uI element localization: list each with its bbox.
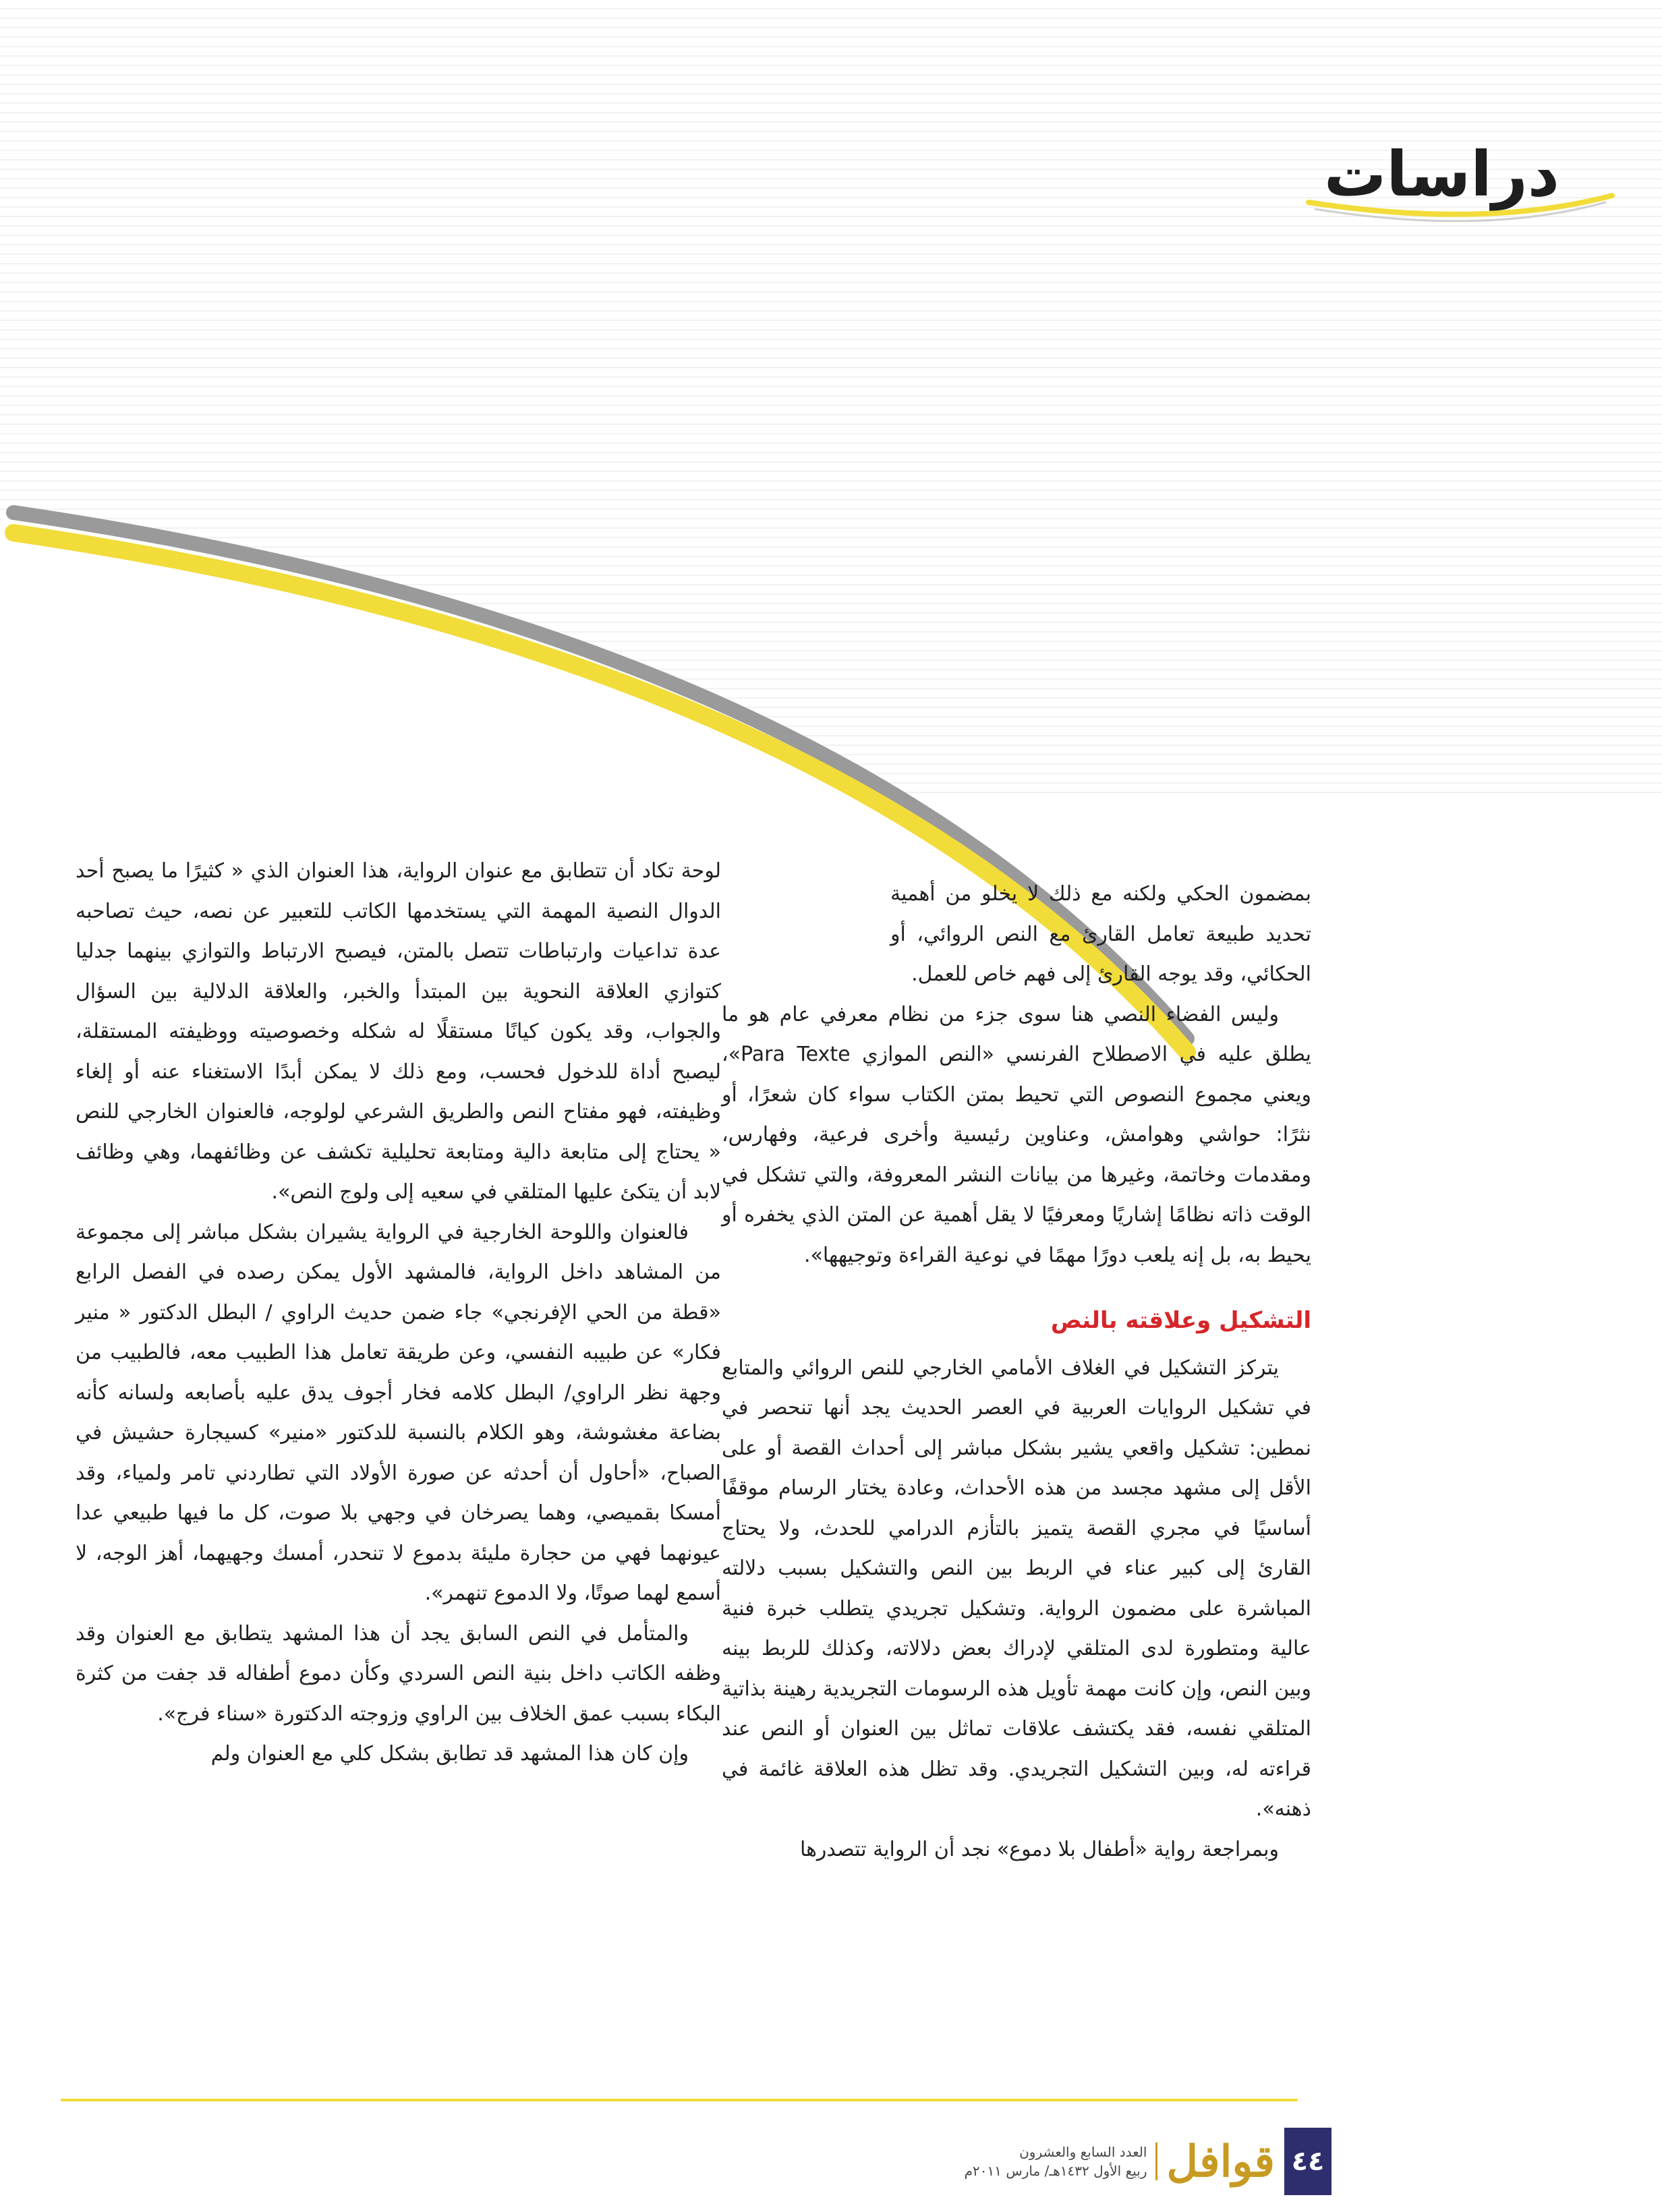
issue-info	[965, 2143, 1157, 2180]
page-number: ٤٤	[1284, 2128, 1331, 2195]
issue-date: ربيع الأول ١٤٣٢هـ/ مارس ٢٠١١م	[964, 2163, 1147, 2179]
magazine-logo: قوافل	[1166, 2136, 1275, 2187]
section-title: دراسات	[1323, 138, 1559, 210]
paragraph: والمتأمل في النص السابق يجد أن هذا المشهد يتطابق مع العنوان وقد وظفه الكاتب داخل بنية النص السردي وكأن دموع أطفاله قد جفت من كثرة البكاء بسبب عمق الخلاف بين الراوي وزوجته الدكتورة «سناء فرج».	[76, 1621, 721, 1726]
paragraph: يتركز التشكيل في الغلاف الأمامي الخارجي للنص الروائي والمتابع في تشكيل الروايات العربية في العصر الحديث يجد أنها تنحصر في نمطين: تشكيل واقعي يشير بشكل مباشر إلى أحداث القصة أو على الأقل إلى مشهد مجسد من هذه الأحداث، وعادة يختار الرسام موقفًا أساسيًا في مجري القصة يتميز بالتأزم الدرامي للحدث، ولا يحتاج القارئ إلى كبير عناء في الربط بين النص والتشكيل بسبب دلالته المباشرة على مضمون الرواية. وتشكيل تجريدي يتطلب خبرة فنية عالية ومتطورة لدى المتلقي لإدراك بعض دلالاته، وكذلك للربط بينه وبين النص، وإن كانت مهمة تأويل هذه الرسومات التجريدية رهينة بذاتية المتلقي نفسه، فقد يكتشف علاقات تماثل بين العنوان أو النص عند قراءته له، وبين التشكيل التجريدي. وقد تظل هذه العلاقة غائمة في ذهنه».	[722, 1356, 1311, 1821]
footer-rule	[61, 2099, 1298, 2101]
paragraph: وإن كان هذا المشهد قد تطابق بشكل كلي مع العنوان ولم	[210, 1742, 689, 1766]
paragraph: وبمراجعة رواية «أطفال بلا دموع» نجد أن الرواية تتصدرها	[799, 1837, 1279, 1861]
article-column-left	[76, 851, 721, 1774]
paragraph: لوحة تكاد أن تتطابق مع عنوان الرواية، هذا العنوان الذي « كثيرًا ما يصبح أحد الدوال النصية المهمة التي يستخدمها الكاتب للتعبير عن نصه، حيث تصاحبه عدة تداعيات وارتباطات تتصل بالمتن، فيصبح الارتباط والتوازي بينهما جدليا كتوازي العلاقة النحوية بين المبتدأ والخبر، والعلاقة الدلالية بين السؤال والجواب، وقد يكون كيانًا مستقلًا له شكله وخصوصيته ووظيفته المستقلة، ليصبح أداة للدخول فحسب، ومع ذلك لا يمكن أبدًا الاستغناء عنه أو إلغاء وظيفته، فهو مفتاح النص والطريق الشرعي لولوجه، فالعنوان الخارجي للنص « يحتاج إلى متابعة دالية ومتابعة تحليلية تكشف عن وظائفهما، وهي وظائف لابد أن يتكئ عليها المتلقي في سعيه إلى ولوج النص».	[76, 859, 721, 1204]
issue-number: العدد السابع والعشرون	[1019, 2144, 1147, 2160]
article-column-right	[722, 874, 1311, 1869]
subheading: التشكيل وعلاقته بالنص	[1050, 1307, 1311, 1334]
paragraph: فالعنوان واللوحة الخارجية في الرواية يشيران بشكل مباشر إلى مجموعة من المشاهد داخل الرواية، فالمشهد الأول يمكن رصده في الفصل الرابع «قطة من الحي الإفرنجي» جاء ضمن حديث الراوي / البطل الدكتور « منير فكار» عن طبيبه النفسي، وعن طريقة تعامل هذا الطبيب معه، فالطبيب من وجهة نظر الراوي/ البطل كلامه فخار أجوف يدق عليه بأصابعه ولسانه كأنه بضاعة مغشوشة، وهو الكلام بالنسبة للدكتور «منير» كسيجارة حشيش في الصباح، «أحاول أن أحدثه عن صورة الأولاد التي تطاردني تامر ولمياء، وقد أمسكا بقميصي، وهما يصرخان في وجهي بلا صوت، كل ما فيها طبيعي عدا عيونهما فهي من حجارة مليئة بدموع لا تنحدر، أمسك وجهيهما، أهز الوجه، لا أسمع لهما صوتًا، ولا الدموع تنهمر».	[76, 1220, 721, 1605]
page-footer	[965, 2124, 1331, 2199]
paragraph: بمضمون الحكي ولكنه مع ذلك لا يخلو من أهمية تحديد طبيعة تعامل القارئ مع النص الروائي، أو الحكائي، وقد يوجه القارئ إلى فهم خاص للعمل.	[890, 882, 1311, 986]
paragraph: وليس الفضاء النصي هنا سوى جزء من نظام معرفي عام هو ما يطلق عليه في الاصطلاح الفرنسي «النص الموازي Para Texte»، ويعني مجموع النصوص التي تحيط بمتن الكتاب سواء كان شعرًا، أو نثرًا: حواشي وهوامش، وعناوين رئيسية وأخرى فرعية، وفهارس، ومقدمات وخاتمة، وغيرها من بيانات النشر المعروفة، والتي تشكل في الوقت ذاته نظامًا إشاريًا ومعرفيًا لا يقل أهمية عن المتن الذي يخفره أو يحيط به، بل إنه يلعب دورًا مهمًا في نوعية القراءة وتوجيهها».	[722, 1002, 1311, 1267]
